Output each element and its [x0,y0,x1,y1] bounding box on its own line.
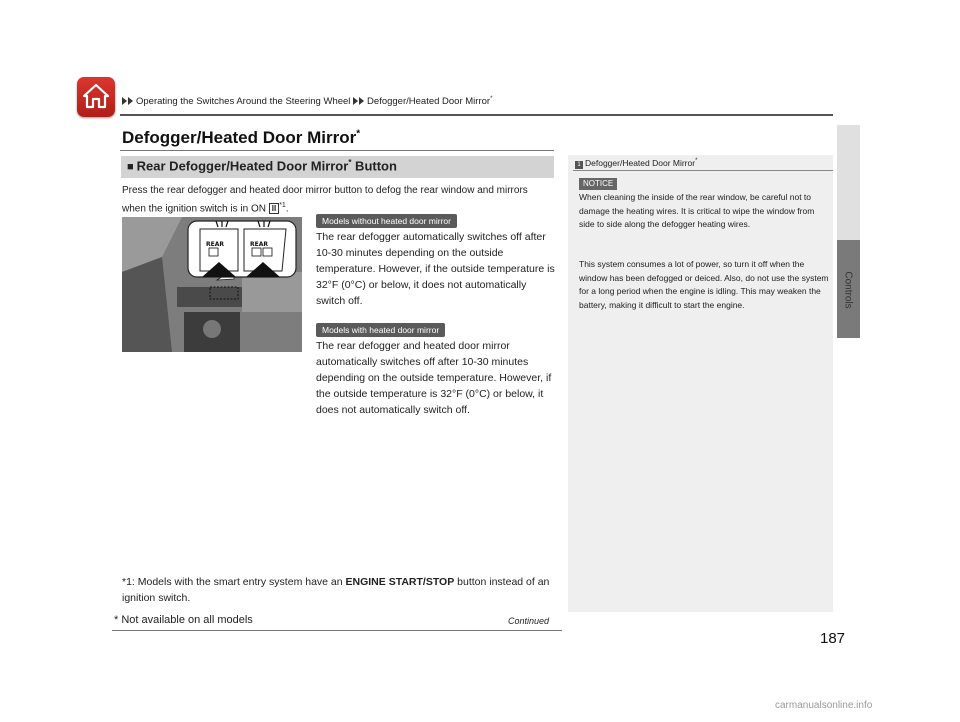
description-without-mirror: The rear defogger automatically switches off after 10-30 minutes depending on the outside temperature. However, if the outside temperature is 32°F (0°C) or below, it does not automatically switch off. [316,231,555,307]
intro-paragraph [122,183,552,216]
ignition-on-symbol: II [269,203,279,214]
continued-label: Continued [508,616,550,626]
sidebar-paragraph-1: When cleaning the inside of the rear window, be careful not to damage the heating wires. It is critical to wipe the window from side to side along the defogger heating wires. [579,192,815,229]
subheading-star: * [348,158,352,167]
breadcrumb-star: * [490,96,493,102]
button-2-label: REAR [250,241,268,248]
subheading-suffix: Button [351,158,397,174]
dashboard-photo [122,217,302,352]
footnote-text: *1: Models with the smart entry system have an [122,576,346,588]
dashboard-illustration [122,217,302,352]
breadcrumb-arrow-icon [128,97,133,105]
breadcrumb-arrow-icon [353,97,358,105]
button-1-label: REAR [206,241,224,248]
breadcrumb-item-switches[interactable]: Operating the Switches Around the Steering Wheel [136,96,351,108]
page-title [122,128,360,148]
availability-note: * Not available on all models [114,614,253,626]
subheading [127,158,397,173]
section-tab-label: Controls [842,271,854,309]
breadcrumb-item-defogger[interactable]: Defogger/Heated Door Mirror [367,96,491,108]
subheading-marker: ■ [127,161,134,174]
bottom-rule [112,630,562,631]
title-rule [120,150,554,151]
section-tab-background [837,125,860,243]
footnote-bold: ENGINE START/STOP [345,576,455,588]
description-with-mirror: The rear defogger and heated door mirror automatically switches off after 10-30 minutes depending on the outside temperature. However, if the outside temperature is 32°F (0°C) or below, it does not automatically switch off. [316,340,552,416]
page-title-text: Defogger/Heated Door Mirror [122,128,357,147]
notice-badge: NOTICE [579,178,617,190]
sidebar-ref-number: 1 [575,161,583,169]
home-icon [82,83,110,109]
sidebar-rule [573,170,833,171]
home-button[interactable] [77,77,115,117]
sidebar-paragraph-2: This system consumes a lot of power, so turn it off when the window has been defogged or deiced. Also, do not use the system for a long period when the engine is idling. This may weaken the battery, making it difficult to start the engine. [579,259,829,310]
page-title-star: * [356,128,361,140]
sidebar-title-star: * [695,158,698,165]
intro-text: Press the rear defogger and heated door mirror button to defog the rear window and mirrors when the ignition switch is in ON [122,185,528,215]
watermark[interactable]: carmanualsonline.info [775,700,873,711]
intro-end: . [285,203,289,215]
page-number: 187 [820,630,846,647]
header-rule [120,114,833,116]
breadcrumb [122,96,492,107]
sidebar-title [575,158,697,169]
sidebar-title-text: Defogger/Heated Door Mirror [585,158,696,168]
subheading-text: Rear Defogger/Heated Door Mirror [136,158,349,174]
model-badge-with-mirror: Models with heated door mirror [316,323,445,337]
footnote [122,574,552,606]
model-badge-without-mirror: Models without heated door mirror [316,214,457,228]
breadcrumb-arrow-icon [122,97,127,105]
footnote-text-end: button instead of an ignition switch. [122,576,550,604]
footnote-ref[interactable]: *1 [279,202,286,209]
breadcrumb-arrow-icon [359,97,364,105]
